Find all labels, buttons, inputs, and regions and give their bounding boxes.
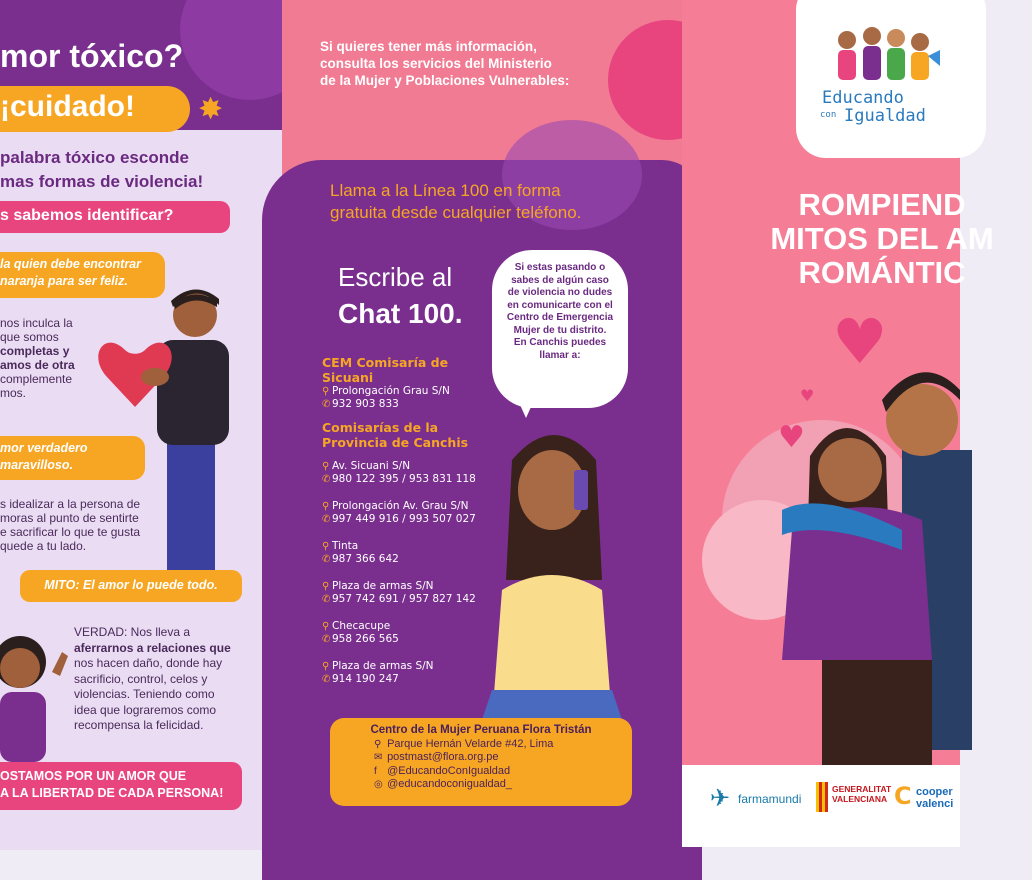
intro-line-1: palabra tóxico esconde bbox=[0, 148, 189, 167]
children-group-icon bbox=[822, 22, 942, 84]
comisarias-title-2: Provincia de Canchis bbox=[322, 435, 469, 450]
myth2-line-1: mor verdadero bbox=[0, 441, 88, 455]
verdad-line: aferrarnos a relaciones que bbox=[74, 640, 231, 655]
location-pin-icon: ⚲ bbox=[322, 621, 330, 632]
left-panel bbox=[0, 0, 282, 847]
headline: mor tóxico? bbox=[0, 38, 184, 74]
location-pin-icon: ⚲ bbox=[322, 581, 330, 592]
bubble-text bbox=[492, 262, 628, 362]
identify-label: s sabemos identificar? bbox=[0, 207, 174, 224]
truth2-line: quede a tu lado. bbox=[0, 539, 87, 553]
truth1-line: mos. bbox=[0, 386, 27, 400]
location-pin-icon: ⚲ bbox=[322, 461, 330, 472]
linea-line-1: Llama a la Línea 100 en forma bbox=[330, 181, 561, 200]
flora-email[interactable]: postmast@flora.org.pe bbox=[387, 751, 499, 763]
woman-waving-illustration bbox=[0, 612, 70, 762]
cover-title-line-2: MITOS DEL AM bbox=[770, 221, 994, 256]
contact-item bbox=[322, 620, 522, 646]
contact-phone: 957 742 691 / 957 827 142 bbox=[332, 593, 476, 605]
myth3-text: MITO: El amor lo puede todo. bbox=[44, 578, 218, 592]
logo-text-con: con bbox=[820, 110, 837, 120]
truth1-line: amos de otra bbox=[0, 358, 75, 372]
flora-title: Centro de la Mujer Peruana Flora Tristán bbox=[370, 724, 592, 736]
location-pin-icon: ⚲ bbox=[322, 386, 330, 397]
truth2-text bbox=[0, 497, 160, 553]
location-pin-icon: ⚲ bbox=[374, 738, 382, 750]
escribe-label: Escribe al bbox=[338, 262, 453, 292]
contact-address: Tinta bbox=[332, 540, 359, 552]
verdad-line: sacrificio, control, celos y bbox=[74, 671, 208, 686]
verdad-line: nos hacen daño, donde hay bbox=[74, 656, 223, 670]
flora-instagram[interactable]: @educandoconigualdad_ bbox=[387, 778, 512, 790]
myth1-line-2: naranja para ser feliz. bbox=[0, 274, 128, 288]
heart-icon: ♥ bbox=[778, 420, 805, 455]
footer-line-1: OSTAMOS POR UN AMOR QUE bbox=[0, 769, 187, 783]
footer-text bbox=[0, 768, 223, 802]
location-pin-icon: ⚲ bbox=[322, 541, 330, 552]
bubble-line: sabes de algún caso bbox=[511, 274, 609, 286]
bubble-line: llamar a: bbox=[539, 349, 581, 361]
phone-icon: ✆ bbox=[322, 399, 331, 410]
speech-bubble-tail bbox=[516, 396, 536, 418]
sparkle-icon: ✸ bbox=[198, 92, 224, 127]
truth1-line: que somos bbox=[0, 330, 59, 344]
myth1-line-1: la quien debe encontrar bbox=[0, 257, 142, 271]
farmamundi-logo-icon: ✈ bbox=[710, 784, 731, 812]
linea-line-2: gratuita desde cualquier teléfono. bbox=[330, 203, 582, 222]
cuidado-label: ¡cuidado! bbox=[0, 90, 135, 123]
truth2-line: moras al punto de sentirte bbox=[0, 511, 139, 525]
bubble-line: Si estas pasando o bbox=[514, 262, 606, 273]
phone-icon: ✆ bbox=[322, 634, 331, 645]
couple-hugging-illustration bbox=[782, 360, 960, 765]
contact-phone: 914 190 247 bbox=[332, 673, 399, 685]
verdad-line: VERDAD: Nos lleva a bbox=[74, 625, 191, 639]
cem-title: CEM Comisaría de Sicuani bbox=[322, 355, 449, 385]
cem-address: Prolongación Grau S/N bbox=[332, 385, 450, 397]
contact-address: Plaza de armas S/N bbox=[332, 660, 434, 672]
cooperacio-line-1: cooper bbox=[916, 786, 953, 798]
myth2-line-2: maravilloso. bbox=[0, 458, 73, 472]
chat-100-label: Chat 100. bbox=[338, 298, 463, 329]
info-line: de la Mujer y Poblaciones Vulnerables: bbox=[320, 73, 570, 88]
contact-phone: 958 266 565 bbox=[332, 633, 399, 645]
myth2-text bbox=[0, 440, 88, 474]
facebook-icon: f bbox=[374, 765, 377, 777]
truth1-line: completas y bbox=[0, 344, 70, 358]
location-pin-icon: ⚲ bbox=[322, 501, 330, 512]
generalitat-flag-icon bbox=[816, 782, 828, 812]
verdad-line: idea que lograremos como bbox=[74, 702, 217, 717]
verdad-line: violencias. Teniendo como bbox=[74, 687, 215, 701]
cover-title bbox=[732, 188, 1032, 290]
cooperacio-line-2: valenci bbox=[916, 798, 954, 810]
contact-item bbox=[322, 660, 522, 686]
contact-item bbox=[322, 460, 522, 486]
truth1-text bbox=[0, 316, 100, 400]
sponsor-cooperacio bbox=[916, 786, 953, 810]
contact-address: Plaza de armas S/N bbox=[332, 580, 434, 592]
sponsor-farmamundi: farmamundi bbox=[738, 792, 802, 806]
footer-line-2: A LA LIBERTAD DE CADA PERSONA! bbox=[0, 786, 224, 800]
verdad-line: recompensa la felicidad. bbox=[74, 718, 204, 732]
generalitat-line-1: GENERALITAT bbox=[832, 784, 892, 794]
flora-tristan-info bbox=[330, 724, 632, 792]
cem-contact bbox=[322, 355, 492, 411]
sponsor-generalitat bbox=[832, 784, 891, 804]
info-line: Si quieres tener más información, bbox=[320, 39, 537, 54]
flora-facebook[interactable]: @EducandoConIgualdad bbox=[387, 764, 511, 777]
generalitat-line-2: VALENCIANA bbox=[832, 794, 888, 804]
contact-list bbox=[322, 460, 522, 686]
instagram-icon: ◎ bbox=[374, 779, 383, 790]
info-text bbox=[320, 38, 569, 89]
heart-icon: ♥ bbox=[800, 386, 815, 405]
bubble-line: Mujer de tu distrito. bbox=[513, 324, 607, 336]
bubble-line: de violencia no dudes bbox=[507, 287, 613, 298]
verdad-text bbox=[74, 625, 232, 734]
bubble-line: En Canchis puedes bbox=[513, 337, 607, 348]
phone-icon: ✆ bbox=[322, 594, 331, 605]
cover-title-line-3: ROMÁNTIC bbox=[798, 255, 966, 290]
location-pin-icon: ⚲ bbox=[322, 661, 330, 672]
truth2-line: s idealizar a la persona de bbox=[0, 497, 141, 511]
flora-address: Parque Hernán Velarde #42, Lima bbox=[387, 737, 554, 750]
intro-line-2: mas formas de violencia! bbox=[0, 172, 204, 191]
cem-phone: 932 903 833 bbox=[332, 398, 399, 410]
phone-icon: ✆ bbox=[322, 554, 331, 565]
phone-icon: ✆ bbox=[322, 474, 331, 485]
contact-address: Prolongación Av. Grau S/N bbox=[332, 500, 469, 512]
info-line: consulta los servicios del Ministerio bbox=[320, 56, 552, 71]
cover-title-line-1: ROMPIEND bbox=[798, 187, 966, 222]
contact-item bbox=[322, 500, 522, 526]
contact-address: Checacupe bbox=[332, 620, 391, 632]
email-icon: ✉ bbox=[374, 752, 383, 763]
truth2-line: e sacrificar lo que te gusta bbox=[0, 525, 141, 539]
phone-icon: ✆ bbox=[322, 674, 331, 685]
logo-text-1: Educando bbox=[822, 88, 904, 108]
cooperacio-logo-icon: C bbox=[894, 782, 912, 810]
bubble-line: Centro de Emergencia bbox=[506, 312, 614, 323]
cover-panel bbox=[682, 0, 994, 847]
truth1-line: nos inculca la bbox=[0, 316, 73, 330]
contact-item bbox=[322, 540, 522, 566]
intro-text bbox=[0, 146, 203, 194]
contact-phone: 980 122 395 / 953 831 118 bbox=[332, 473, 476, 485]
comisarias-title-1: Comisarías de la bbox=[322, 420, 439, 435]
contact-item bbox=[322, 580, 522, 606]
logo-text-2: Igualdad bbox=[844, 106, 926, 126]
contact-phone: 987 366 642 bbox=[332, 553, 399, 565]
bubble-line: en comunicarte con el bbox=[507, 299, 613, 311]
truth1-line: complemente bbox=[0, 372, 73, 386]
heart-icon: ♥ bbox=[832, 305, 888, 378]
phone-icon: ✆ bbox=[322, 514, 331, 525]
linea-100-text bbox=[330, 180, 581, 224]
comisarias-heading bbox=[322, 420, 468, 450]
contact-phone: 997 449 916 / 993 507 027 bbox=[332, 513, 476, 525]
contact-address: Av. Sicuani S/N bbox=[332, 460, 411, 472]
middle-panel bbox=[282, 0, 682, 847]
